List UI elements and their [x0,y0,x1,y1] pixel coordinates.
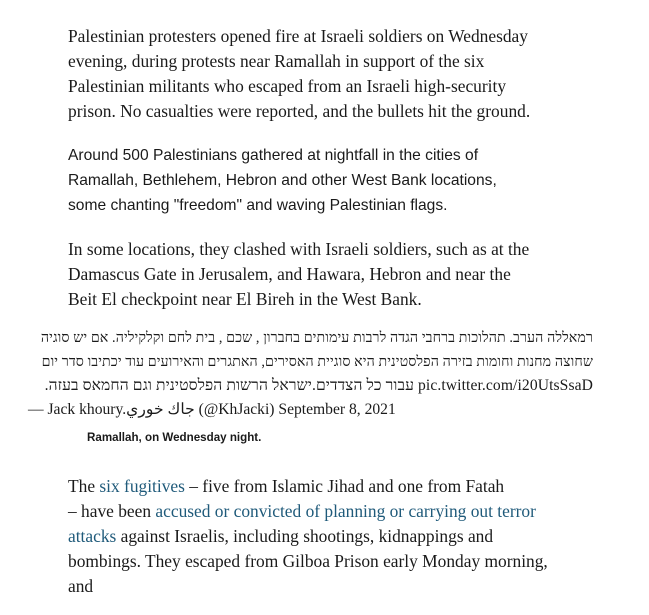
image-caption: Ramallah, on Wednesday night. [87,431,262,444]
tweet-text-line [28,374,593,398]
paragraph-line: Around 500 Palestinians gathered at nightfall in the cities of [68,147,479,164]
tweet-attribution[interactable]: — Jack khoury.جاك خوري (@KhJacki) September 8, 2021 [28,400,396,418]
text-fragment: – have been [68,501,156,521]
accused-convicted-link[interactable]: accused or convicted of planning or carrying out terror [155,501,536,521]
tweet-pic-link[interactable]: pic.twitter.com/i20UtsSsaD [418,377,593,394]
paragraph-line: some chanting "freedom" and waving Palestinian flags. [68,197,448,214]
paragraph-line: Beit El checkpoint near El Bireh in the West Bank. [68,289,422,309]
paragraph-line: evening, during protests near Ramallah in support of the six [68,51,485,71]
text-fragment: The [68,476,100,496]
tweet-text-line: רמאללה הערב. תהלוכות ברחבי הגדה לרבות עימותים בחברון , שכם , בית לחם וקלקיליה. אם יש סוגיה [40,330,593,346]
tweet-text-line: שחוצה מחנות וחומות בזירה הפלסטינית היא סוגיית האסירים, האתגרים והאירועים עוד יכתיבו סדר יום [41,353,593,370]
paragraph-line: Palestinian militants who escaped from an Israeli high-security [68,76,507,96]
article-paragraph-2 [68,143,497,218]
paragraph-line [68,499,568,524]
paragraph-line: bombings. They escaped from Gilboa Prison early Monday morning, [68,551,548,571]
paragraph-line: In some locations, they clashed with Israeli soldiers, such as at the [68,239,530,259]
six-fugitives-link[interactable]: six fugitives [99,476,185,496]
paragraph-line [68,524,568,549]
text-fragment: against Israelis, including shootings, kidnappings and [116,526,494,546]
paragraph-line: prison. No casualties were reported, and the bullets hit the ground. [68,101,531,121]
tweet-text-fragment: עבור כל הצדדים.ישראל הרשות הפלסטינית וגם החמאס בעזה. [44,377,415,394]
embedded-tweet [28,327,593,421]
paragraph-line [68,474,568,499]
paragraph-line: Palestinian protesters opened fire at Israeli soldiers on Wednesday [68,26,528,46]
text-fragment: – five from Islamic Jihad and one from Fatah [184,476,505,496]
terror-attacks-link[interactable]: attacks [68,526,117,546]
paragraph-line: Damascus Gate in Jerusalem, and Hawara, Hebron and near the [68,264,511,284]
article-paragraph-3 [68,237,529,312]
paragraph-line: and [68,576,94,596]
paragraph-line: Ramallah, Bethlehem, Hebron and other West Bank locations, [68,172,497,189]
article-paragraph-1 [68,24,530,124]
article-paragraph-4 [68,474,568,599]
